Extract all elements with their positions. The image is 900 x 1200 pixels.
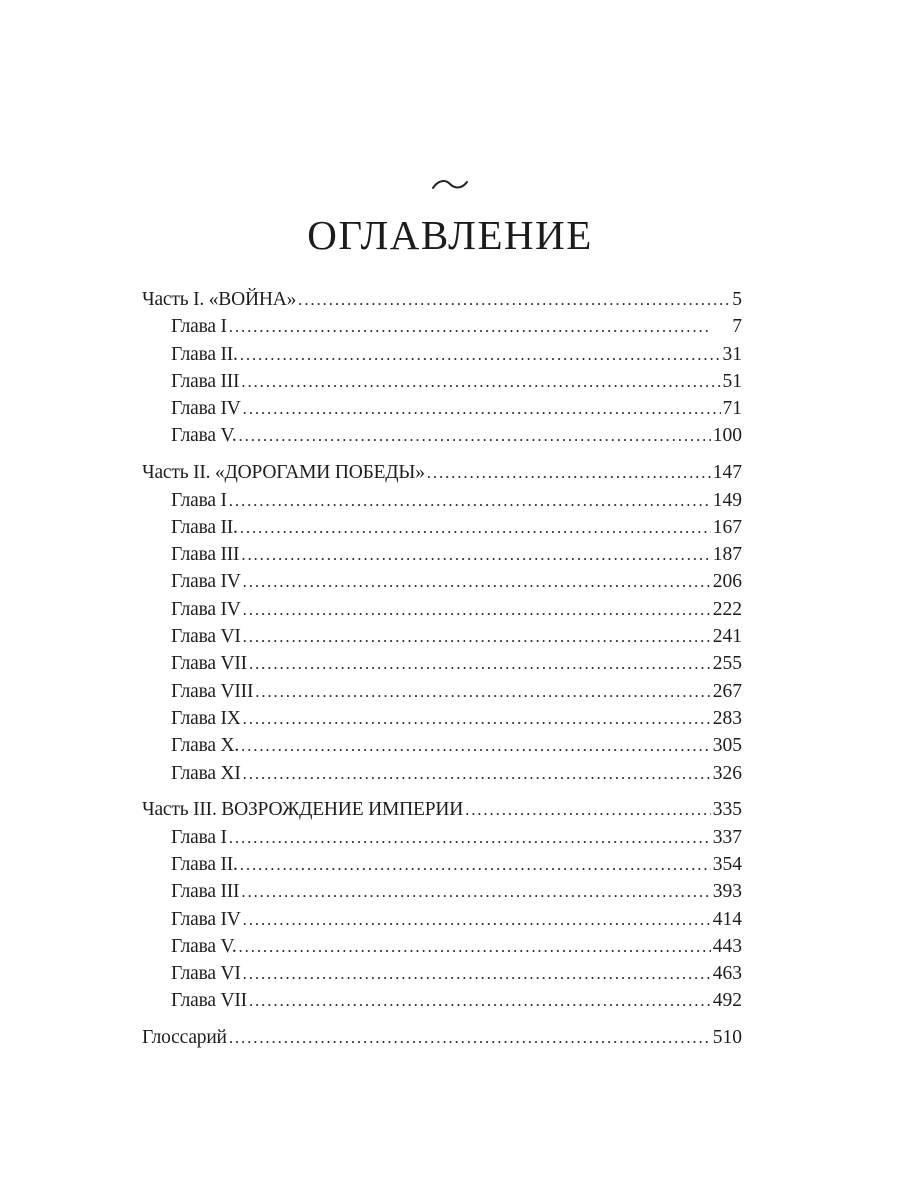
dot-leader	[241, 541, 710, 568]
toc-chapter-entry[interactable]	[142, 906, 742, 933]
toc-chapter-entry[interactable]	[142, 960, 742, 987]
toc-part-entry[interactable]	[142, 796, 742, 823]
toc-page-number: 51	[722, 370, 742, 392]
toc-chapter-entry[interactable]	[142, 541, 742, 568]
toc-page-number: 255	[712, 653, 742, 675]
toc-page-number: 147	[712, 462, 742, 484]
toc-entry-label: Часть I. «ВОЙНА»	[142, 289, 297, 310]
toc-page-number: 443	[712, 935, 742, 957]
toc-chapter-entry[interactable]	[142, 514, 742, 541]
toc-entry-label: Глава VI	[171, 626, 241, 648]
toc-page-number: 335	[712, 799, 742, 821]
dot-leader	[229, 824, 711, 851]
dot-leader	[465, 796, 711, 823]
toc-page-number: 5	[732, 289, 742, 310]
toc-page-number: 414	[712, 908, 742, 930]
toc-chapter-entry[interactable]	[142, 678, 742, 705]
toc-part-entry[interactable]	[142, 459, 742, 486]
toc-part-entry[interactable]	[142, 286, 742, 313]
toc-page-number: 206	[712, 571, 742, 593]
toc-page-number: 100	[712, 425, 742, 447]
toc-entry-label: Глава I	[171, 316, 227, 338]
toc-chapter-entry[interactable]	[142, 933, 742, 960]
toc-entry-label: Глава IV	[171, 398, 241, 420]
toc-page-number: 241	[712, 626, 742, 648]
toc-page-number: 167	[712, 516, 742, 538]
toc-page-number: 326	[712, 762, 742, 784]
toc-entry-label: Часть III. ВОЗРОЖДЕНИЕ ИМПЕРИИ	[142, 799, 464, 821]
toc-chapter-entry[interactable]	[142, 395, 742, 422]
toc-entry-label: Глава VI	[171, 963, 241, 985]
toc-page-number: 337	[712, 826, 742, 848]
toc-entry-label: Глава III	[171, 370, 240, 392]
dot-leader	[240, 851, 711, 878]
dot-leader	[243, 596, 711, 623]
dot-leader	[241, 732, 711, 759]
dot-leader	[427, 459, 711, 486]
toc-chapter-entry[interactable]	[142, 368, 742, 395]
toc-entry-label: Глава II.	[171, 343, 238, 365]
toc-page-number: 31	[722, 343, 742, 365]
dot-leader	[243, 395, 721, 422]
toc-entry-label: Глава IX	[171, 707, 241, 729]
toc-entry-label: Глава IV	[171, 908, 241, 930]
dot-leader	[243, 760, 711, 787]
toc-entry-label: Глава I	[171, 489, 227, 511]
toc-entry-label: Глава V.	[171, 425, 237, 447]
toc-chapter-entry[interactable]	[142, 422, 742, 449]
toc-page-number: 283	[712, 707, 742, 729]
toc-entry-label: Глава III	[171, 544, 240, 566]
dot-leader	[239, 933, 711, 960]
toc-entry-label: Глава I	[171, 826, 227, 848]
toc-chapter-entry[interactable]	[142, 760, 742, 787]
toc-entry-label: Глава VII	[171, 653, 247, 675]
dot-leader	[243, 623, 711, 650]
dot-leader	[243, 960, 711, 987]
dot-leader	[255, 678, 711, 705]
dot-leader	[243, 705, 711, 732]
toc-entry-label: Глоссарий	[142, 1027, 227, 1049]
toc-page-number: 354	[712, 853, 742, 875]
table-of-contents	[142, 286, 742, 1052]
dot-leader	[249, 987, 711, 1014]
dot-leader	[229, 487, 711, 514]
toc-entry-label: Глава II.	[171, 516, 238, 538]
toc-page-number: 149	[712, 489, 742, 511]
dot-leader	[243, 568, 711, 595]
toc-chapter-entry[interactable]	[142, 487, 742, 514]
toc-entry-label: Глава XI	[171, 762, 241, 784]
toc-page-number: 492	[712, 990, 742, 1012]
toc-chapter-entry[interactable]	[142, 568, 742, 595]
toc-entry-label: Часть II. «ДОРОГАМИ ПОБЕДЫ»	[142, 462, 425, 484]
toc-chapter-entry[interactable]	[142, 313, 742, 340]
toc-page-number: 463	[712, 963, 742, 985]
toc-entry-label: Глава VII	[171, 990, 247, 1012]
toc-page-number: 305	[712, 735, 742, 757]
toc-chapter-entry[interactable]	[142, 341, 742, 368]
dot-leader	[240, 341, 721, 368]
dot-leader	[241, 368, 720, 395]
dot-leader	[243, 906, 711, 933]
toc-page-number: 71	[722, 398, 742, 420]
toc-chapter-entry[interactable]	[142, 878, 742, 905]
toc-chapter-entry[interactable]	[142, 705, 742, 732]
toc-entry-label: Глава II.	[171, 853, 238, 875]
tilde-ornament-icon	[0, 168, 900, 198]
toc-chapter-entry[interactable]	[142, 987, 742, 1014]
toc-chapter-entry[interactable]	[142, 650, 742, 677]
toc-chapter-entry[interactable]	[142, 596, 742, 623]
dot-leader	[240, 514, 711, 541]
dot-leader	[241, 878, 710, 905]
toc-chapter-entry[interactable]	[142, 851, 742, 878]
toc-chapter-entry[interactable]	[142, 623, 742, 650]
page-title: ОГЛАВЛЕНИЕ	[307, 212, 593, 258]
toc-entry-label: Глава IV	[171, 571, 241, 593]
toc-page-number: 510	[712, 1027, 742, 1049]
toc-entry-label: Глава IV	[171, 598, 241, 620]
toc-entry-label: Глава III	[171, 881, 240, 903]
toc-page-number: 187	[712, 544, 742, 566]
toc-page-number: 222	[712, 598, 742, 620]
dot-leader	[249, 650, 711, 677]
toc-page-number: 393	[712, 881, 742, 903]
toc-page-number: 7	[732, 316, 742, 338]
dot-leader	[298, 286, 730, 313]
toc-entry-label: Глава X.	[171, 735, 240, 757]
toc-entry-label: Глава VIII	[171, 680, 254, 702]
toc-entry-label: Глава V.	[171, 935, 237, 957]
dot-leader	[229, 1024, 711, 1051]
dot-leader	[229, 313, 730, 340]
toc-part-entry[interactable]	[142, 1024, 742, 1051]
toc-chapter-entry[interactable]	[142, 824, 742, 851]
dot-leader	[239, 422, 711, 449]
toc-page-number: 267	[712, 680, 742, 702]
toc-chapter-entry[interactable]	[142, 732, 742, 759]
